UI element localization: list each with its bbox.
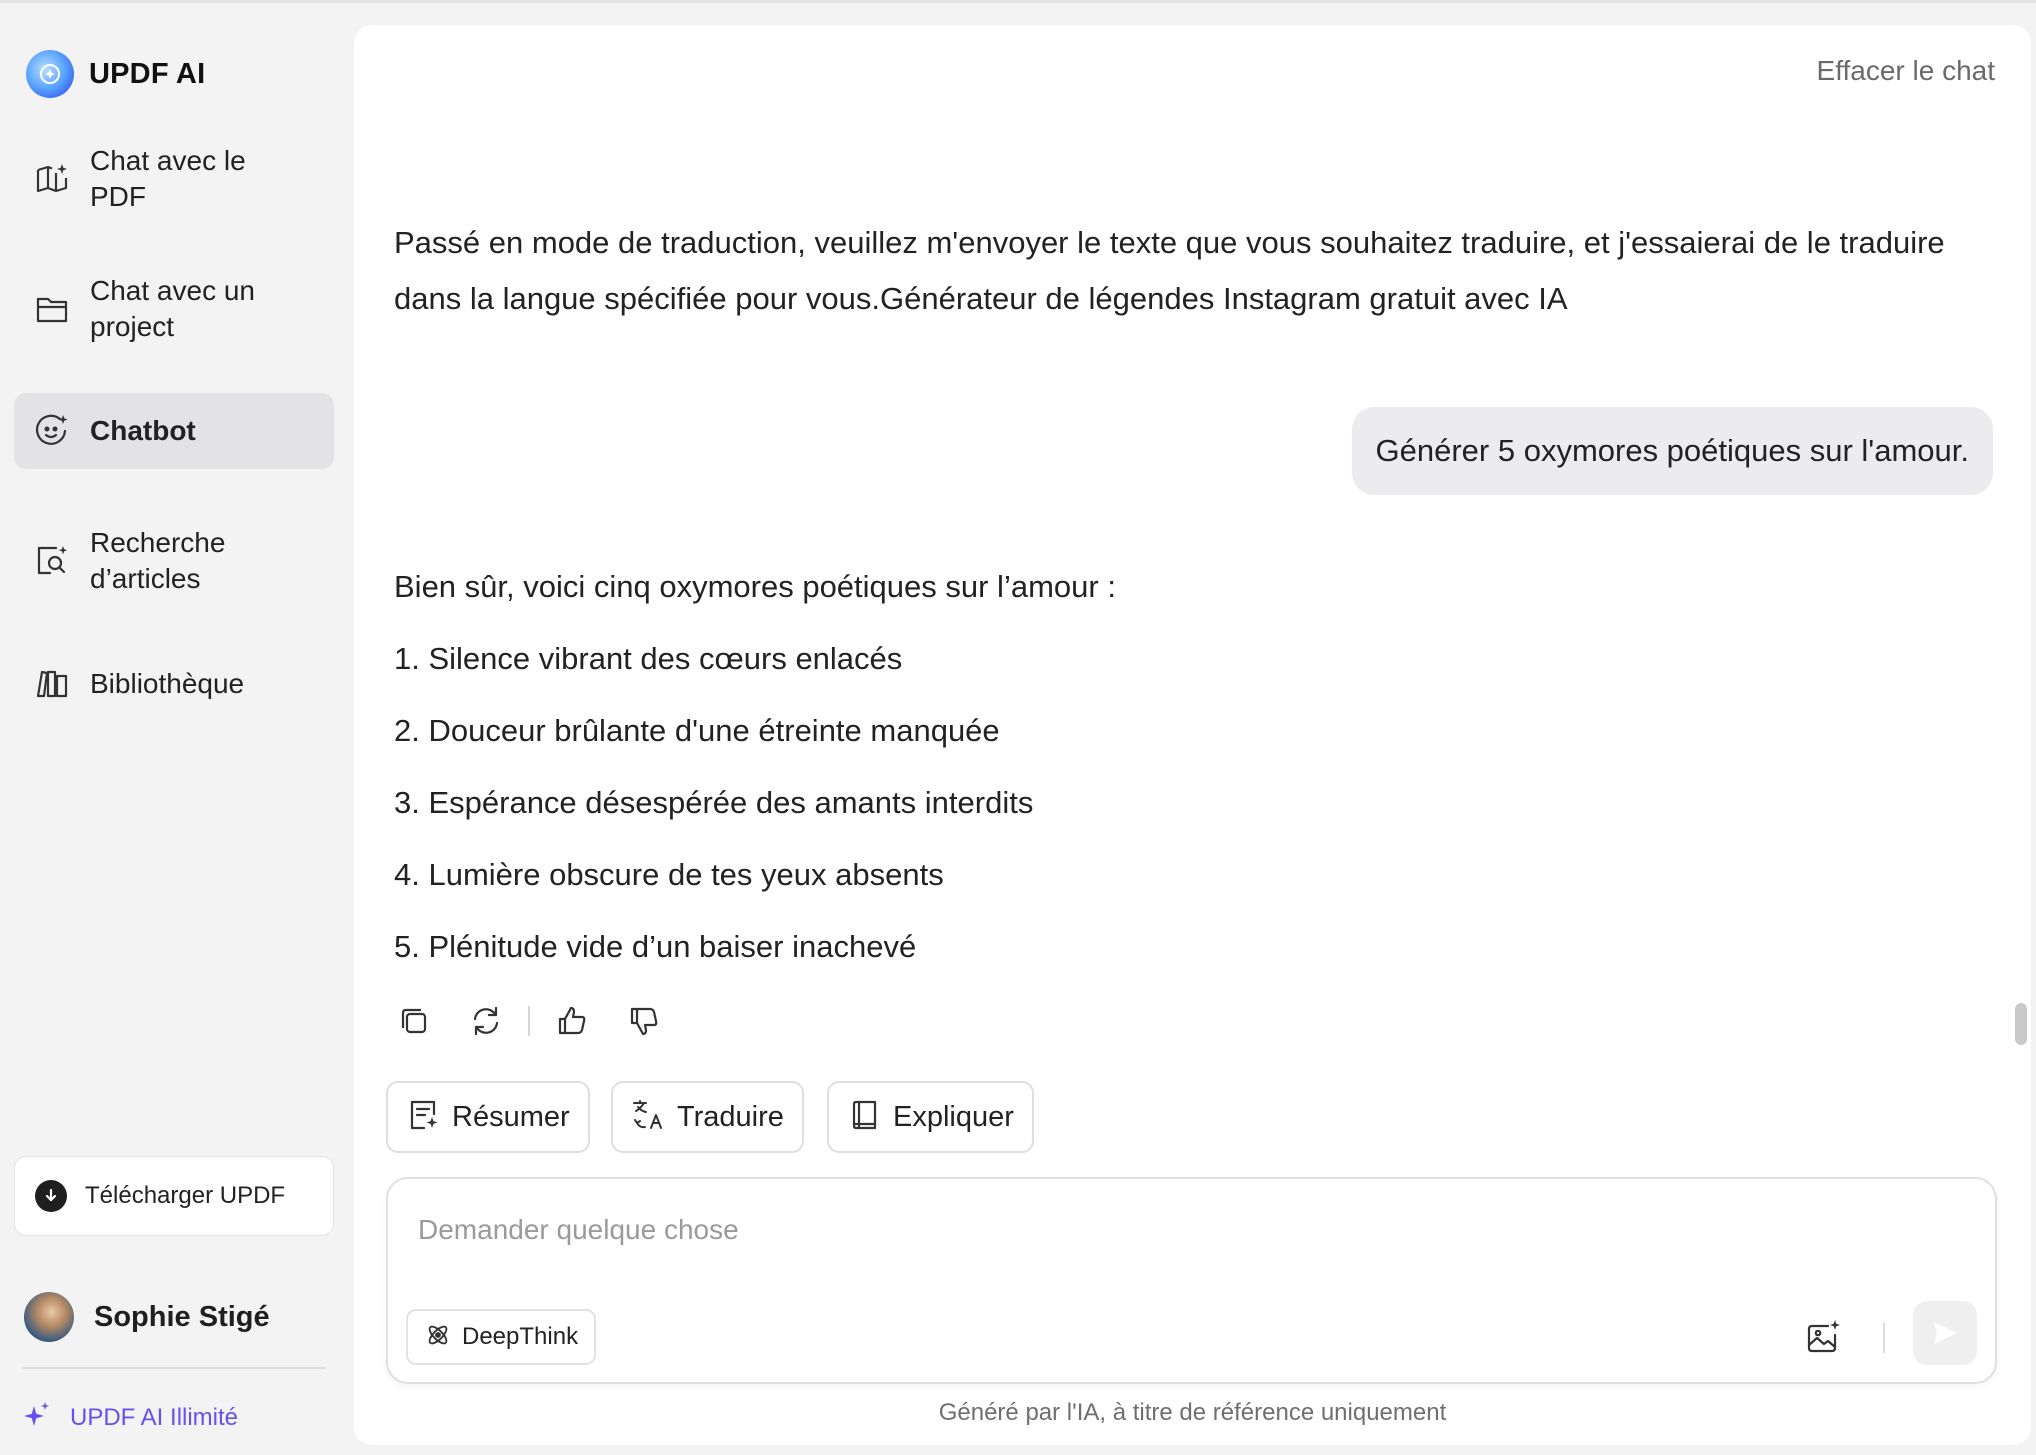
- list-item: 3. Espérance désespérée des amants interdits: [394, 785, 1034, 820]
- sparkle-icon: [22, 1400, 52, 1435]
- book-icon: [847, 1098, 881, 1137]
- download-updf-button[interactable]: [14, 1156, 334, 1236]
- sidebar-item-library[interactable]: [14, 649, 334, 719]
- summarize-button[interactable]: [386, 1081, 590, 1153]
- upgrade-link[interactable]: [22, 1400, 238, 1435]
- translate-icon: [631, 1098, 665, 1137]
- clear-chat-button[interactable]: Effacer le chat: [1816, 55, 1995, 86]
- list-item: 5. Plénitude vide d’un baiser inachevé: [394, 929, 917, 964]
- thumbs-up-icon[interactable]: [552, 1001, 592, 1041]
- sidebar-item-article-search[interactable]: [14, 516, 334, 606]
- image-upload-icon[interactable]: [1801, 1315, 1845, 1359]
- copy-icon[interactable]: [394, 1001, 434, 1041]
- ai-disclaimer: Généré par l'IA, à titre de référence uniquement: [938, 1399, 1447, 1426]
- sidebar-item-label: Chat avec le PDF: [90, 145, 246, 212]
- chat-panel: [354, 25, 2031, 1445]
- avatar: [24, 1292, 74, 1342]
- sidebar: [0, 6, 354, 1455]
- list-item: 1. Silence vibrant des cœurs enlacés: [394, 641, 903, 676]
- atom-icon: [424, 1321, 452, 1354]
- message-actions: [394, 1001, 664, 1041]
- chat-input-box: [386, 1177, 1997, 1384]
- sidebar-item-label: Chat avec un project: [90, 275, 255, 342]
- sidebar-item-chat-pdf[interactable]: [14, 144, 334, 214]
- answer-intro: Bien sûr, voici cinq oxymores poétiques sur l’amour :: [394, 569, 1116, 604]
- assistant-message: Passé en mode de traduction, veuillez m'envoyer le texte que vous souhaitez traduire, et j'essaierai de le traduire dans la langue spécifiée pour vous.Générateur de légendes Instagram gratuit avec IA: [394, 225, 1945, 316]
- send-icon: [1930, 1318, 1960, 1348]
- list-item: 4. Lumière obscure de tes yeux absents: [394, 857, 944, 892]
- user-name: Sophie Stigé: [94, 1300, 270, 1333]
- translate-button[interactable]: [611, 1081, 804, 1153]
- input-divider: [1883, 1323, 1885, 1353]
- library-icon: [32, 664, 72, 704]
- send-button[interactable]: [1913, 1301, 1977, 1365]
- explain-label: Expliquer: [893, 1100, 1014, 1133]
- sidebar-item-label: Bibliothèque: [90, 668, 245, 699]
- chatbot-face-icon: [32, 411, 72, 451]
- sidebar-item-label: Recherche d’articles: [90, 527, 226, 594]
- folder-icon: [32, 289, 72, 329]
- regenerate-icon[interactable]: [466, 1001, 506, 1041]
- action-divider: [528, 1006, 530, 1036]
- summarize-label: Résumer: [452, 1100, 570, 1133]
- book-sparkle-icon: [32, 159, 72, 199]
- deepthink-toggle[interactable]: [406, 1309, 596, 1365]
- sidebar-item-chatbot[interactable]: [14, 393, 334, 469]
- explain-button[interactable]: [827, 1081, 1034, 1153]
- sidebar-item-chat-project[interactable]: [14, 264, 334, 354]
- deepthink-label: DeepThink: [462, 1323, 579, 1350]
- user-message-bubble: Générer 5 oxymores poétiques sur l'amour.: [1352, 407, 1993, 495]
- sidebar-divider: [22, 1367, 326, 1369]
- summarize-icon: [406, 1098, 440, 1137]
- translate-label: Traduire: [677, 1100, 784, 1133]
- download-icon: [35, 1180, 67, 1212]
- sidebar-item-label: Chatbot: [90, 415, 196, 446]
- thumbs-down-icon[interactable]: [624, 1001, 664, 1041]
- list-item: 2. Douceur brûlante d'une étreinte manquée: [394, 713, 1000, 748]
- logo[interactable]: [26, 50, 205, 98]
- download-label: Télécharger UPDF: [85, 1182, 286, 1209]
- document-search-icon: [32, 541, 72, 581]
- user-profile[interactable]: [24, 1292, 270, 1342]
- scrollbar-thumb[interactable]: [2015, 1003, 2027, 1045]
- upgrade-label: UPDF AI Illimité: [70, 1403, 239, 1431]
- logo-text: UPDF AI: [89, 57, 206, 90]
- updf-ai-logo-icon: [26, 50, 74, 98]
- chat-input[interactable]: [418, 1205, 1918, 1255]
